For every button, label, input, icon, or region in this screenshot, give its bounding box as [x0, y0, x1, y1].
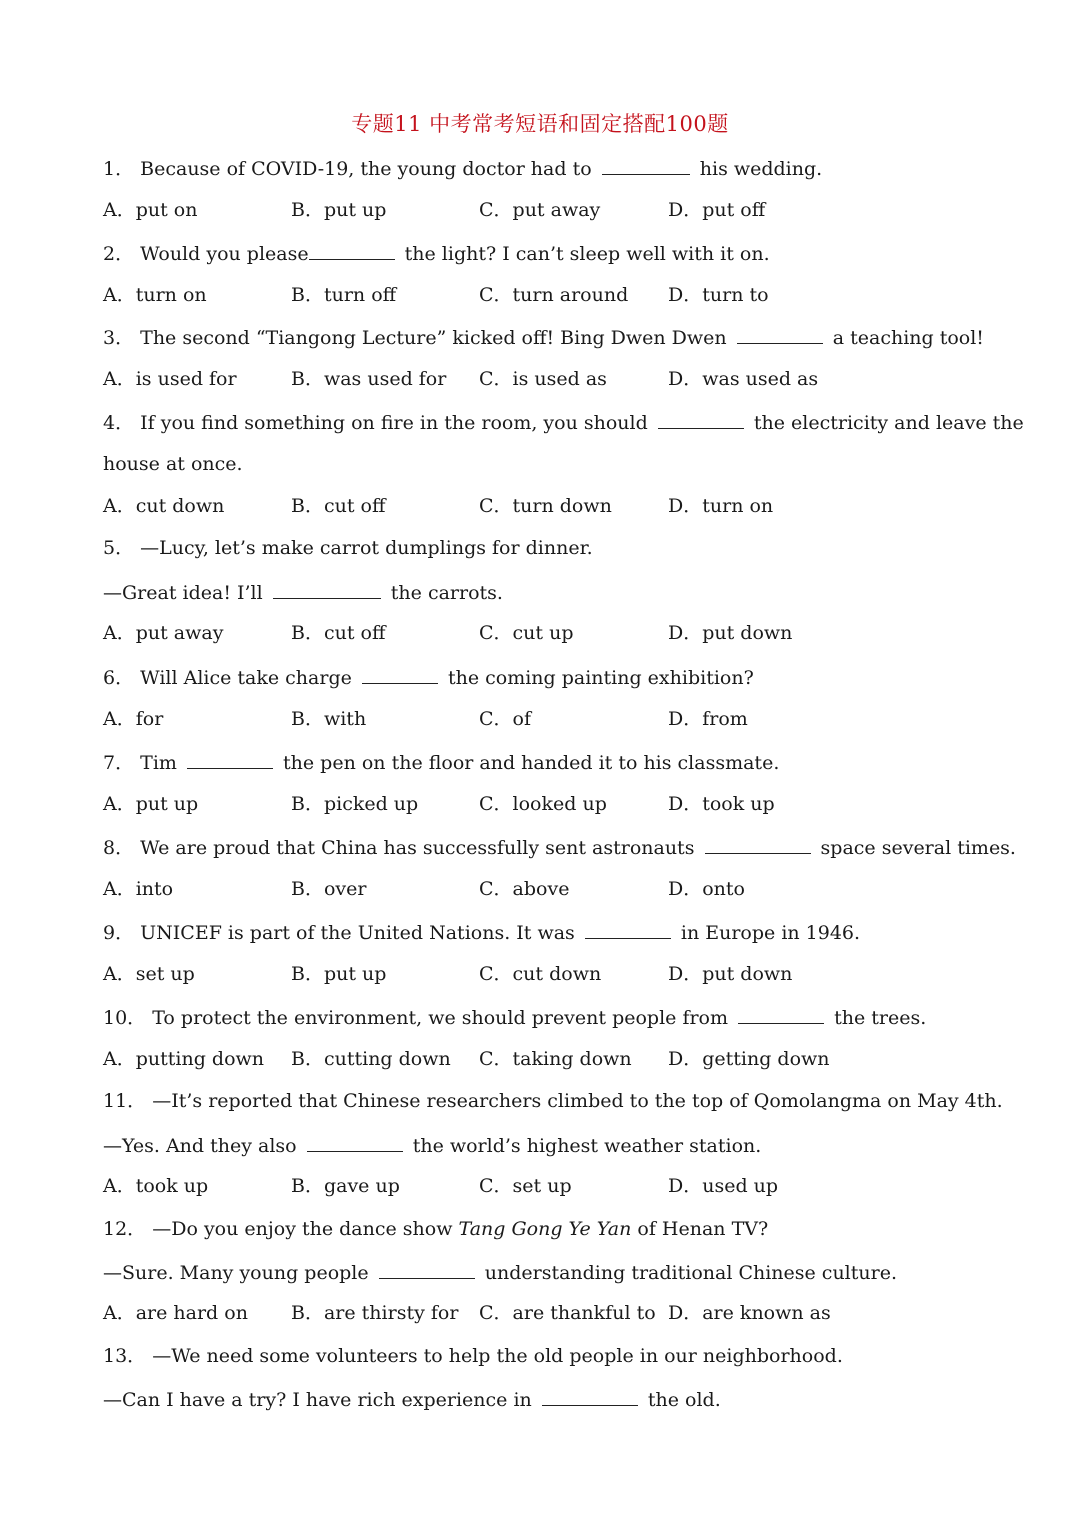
- question-4-stem: [103, 408, 1024, 436]
- question-7-stem: [103, 748, 779, 776]
- question-text: —Lucy, let’s make carrot dumplings for dinner.: [140, 537, 593, 559]
- question-text: We are proud that China has successfully sent astronauts: [140, 837, 695, 859]
- option-a: A．cut down: [103, 495, 225, 517]
- option-d: D．onto: [668, 878, 745, 900]
- option-b: B．cut off: [291, 622, 386, 644]
- question-3-options: [103, 366, 983, 392]
- option-d: D．turn on: [668, 495, 774, 517]
- option-c: C．are thankful to: [479, 1302, 656, 1324]
- option-b: B．over: [291, 878, 367, 900]
- option-d: D．are known as: [668, 1302, 831, 1324]
- option-d: D．put down: [668, 622, 793, 644]
- question-text: —Do you enjoy the dance show: [152, 1218, 459, 1240]
- question-text: —Can I have a try? I have rich experience in: [103, 1389, 532, 1411]
- question-number: 9．: [103, 922, 135, 944]
- question-8-options: [103, 876, 983, 902]
- question-text: understanding traditional Chinese culture.: [484, 1262, 898, 1284]
- question-9-options: [103, 961, 983, 987]
- answer-blank: [542, 1385, 638, 1406]
- question-text: —We need some volunteers to help the old people in our neighborhood.: [152, 1345, 843, 1367]
- option-c: C．taking down: [479, 1048, 632, 1070]
- answer-blank: [309, 239, 395, 260]
- question-text: house at once.: [103, 453, 243, 475]
- question-4-continuation: [103, 451, 243, 477]
- question-6-options: [103, 706, 983, 732]
- question-number: 12．: [103, 1218, 147, 1240]
- option-a: A．put on: [103, 199, 198, 221]
- question-text: Tim: [140, 752, 177, 774]
- option-d: D．getting down: [668, 1048, 830, 1070]
- option-d: D．took up: [668, 793, 775, 815]
- question-text: the trees.: [834, 1007, 927, 1029]
- option-c: C．turn down: [479, 495, 612, 517]
- option-b: B．put up: [291, 199, 387, 221]
- question-12-options: [103, 1300, 983, 1326]
- option-b: B．turn off: [291, 284, 397, 306]
- option-a: A．for: [103, 708, 164, 730]
- question-number: 11．: [103, 1090, 147, 1112]
- question-text: —Sure. Many young people: [103, 1262, 369, 1284]
- question-1-options: [103, 197, 983, 223]
- question-8-stem: [103, 833, 1016, 861]
- answer-blank: [187, 748, 273, 769]
- question-text: a teaching tool!: [832, 327, 984, 349]
- question-3-stem: [103, 323, 984, 351]
- option-c: C．cut up: [479, 622, 574, 644]
- option-a: A．put up: [103, 793, 199, 815]
- answer-blank: [602, 154, 690, 175]
- question-text: in Europe in 1946.: [680, 922, 861, 944]
- option-d: D．turn to: [668, 284, 769, 306]
- option-b: B．was used for: [291, 368, 447, 390]
- question-number: 6．: [103, 667, 135, 689]
- question-text: his wedding.: [699, 158, 823, 180]
- question-text: the world’s highest weather station.: [412, 1135, 762, 1157]
- question-7-options: [103, 791, 983, 817]
- question-text: the pen on the floor and handed it to his classmate.: [283, 752, 780, 774]
- answer-blank: [307, 1131, 403, 1152]
- question-text: The second “Tiangong Lecture” kicked off! Bing Dwen Dwen: [140, 327, 727, 349]
- question-5-options: [103, 620, 983, 646]
- option-a: A．are hard on: [103, 1302, 248, 1324]
- option-a: A．putting down: [103, 1048, 265, 1070]
- option-d: D．was used as: [668, 368, 819, 390]
- option-b: B．gave up: [291, 1175, 400, 1197]
- option-b: B．cut off: [291, 495, 386, 517]
- question-12-stem: [103, 1216, 768, 1242]
- question-text: —Yes. And they also: [103, 1135, 297, 1157]
- question-text: the carrots.: [390, 582, 503, 604]
- question-4-options: [103, 493, 983, 519]
- answer-blank: [738, 1003, 824, 1024]
- option-a: A．into: [103, 878, 174, 900]
- question-text: Will Alice take charge: [140, 667, 352, 689]
- option-c: C．turn around: [479, 284, 629, 306]
- option-a: A．is used for: [103, 368, 237, 390]
- option-b: B．put up: [291, 963, 387, 985]
- question-2-options: [103, 282, 983, 308]
- option-d: D．put down: [668, 963, 793, 985]
- question-11-reply: [103, 1131, 761, 1159]
- option-a: A．put away: [103, 622, 224, 644]
- question-11-stem: [103, 1088, 1003, 1114]
- answer-blank: [737, 323, 823, 344]
- question-text: of Henan TV?: [631, 1218, 769, 1240]
- option-b: B．are thirsty for: [291, 1302, 459, 1324]
- answer-blank: [585, 918, 671, 939]
- question-number: 13．: [103, 1345, 147, 1367]
- question-text: the old.: [647, 1389, 721, 1411]
- question-12-reply: [103, 1258, 897, 1286]
- answer-blank: [705, 833, 811, 854]
- option-d: D．from: [668, 708, 748, 730]
- question-text: UNICEF is part of the United Nations. It was: [140, 922, 575, 944]
- question-text: To protect the environment, we should prevent people from: [152, 1007, 729, 1029]
- question-number: 5．: [103, 537, 135, 559]
- question-13-reply: [103, 1385, 721, 1413]
- question-number: 3．: [103, 327, 135, 349]
- option-c: C．of: [479, 708, 532, 730]
- option-c: C．put away: [479, 199, 601, 221]
- question-number: 2．: [103, 243, 135, 265]
- question-13-stem: [103, 1343, 843, 1369]
- show-title: Tang Gong Ye Yan: [458, 1218, 632, 1240]
- option-d: D．used up: [668, 1175, 779, 1197]
- question-number: 8．: [103, 837, 135, 859]
- question-number: 10．: [103, 1007, 147, 1029]
- option-c: C．looked up: [479, 793, 607, 815]
- question-text: If you find something on fire in the room, you should: [140, 412, 648, 434]
- question-text: space several times.: [820, 837, 1016, 859]
- option-a: A．took up: [103, 1175, 209, 1197]
- option-c: C．above: [479, 878, 570, 900]
- option-c: C．is used as: [479, 368, 607, 390]
- question-number: 7．: [103, 752, 135, 774]
- question-2-stem: [103, 239, 770, 267]
- option-a: A．set up: [103, 963, 195, 985]
- question-text: the light? I can’t sleep well with it on.: [404, 243, 770, 265]
- answer-blank: [379, 1258, 475, 1279]
- answer-blank: [273, 578, 381, 599]
- question-10-options: [103, 1046, 983, 1072]
- worksheet-title: 专题11 中考常考短语和固定搭配100题: [351, 112, 729, 136]
- question-1-stem: [103, 154, 822, 182]
- option-c: C．cut down: [479, 963, 602, 985]
- question-number: 1．: [103, 158, 135, 180]
- question-11-options: [103, 1173, 983, 1199]
- question-5-stem: [103, 535, 593, 561]
- option-d: D．put off: [668, 199, 766, 221]
- question-text: the coming painting exhibition?: [447, 667, 754, 689]
- question-text: —It’s reported that Chinese researchers climbed to the top of Qomolangma on May 4th.: [152, 1090, 1003, 1112]
- answer-blank: [658, 408, 744, 429]
- question-text: Because of COVID-19, the young doctor had to: [140, 158, 592, 180]
- question-text: the electricity and leave the: [753, 412, 1024, 434]
- option-a: A．turn on: [103, 284, 207, 306]
- question-10-stem: [103, 1003, 926, 1031]
- question-number: 4．: [103, 412, 135, 434]
- question-9-stem: [103, 918, 860, 946]
- answer-blank: [362, 663, 438, 684]
- question-text: Would you please: [140, 243, 309, 265]
- question-text: —Great idea! I’ll: [103, 582, 263, 604]
- question-6-stem: [103, 663, 754, 691]
- option-c: C．set up: [479, 1175, 572, 1197]
- option-b: B．picked up: [291, 793, 419, 815]
- option-b: B．cutting down: [291, 1048, 451, 1070]
- option-b: B．with: [291, 708, 367, 730]
- question-5-reply: [103, 578, 503, 606]
